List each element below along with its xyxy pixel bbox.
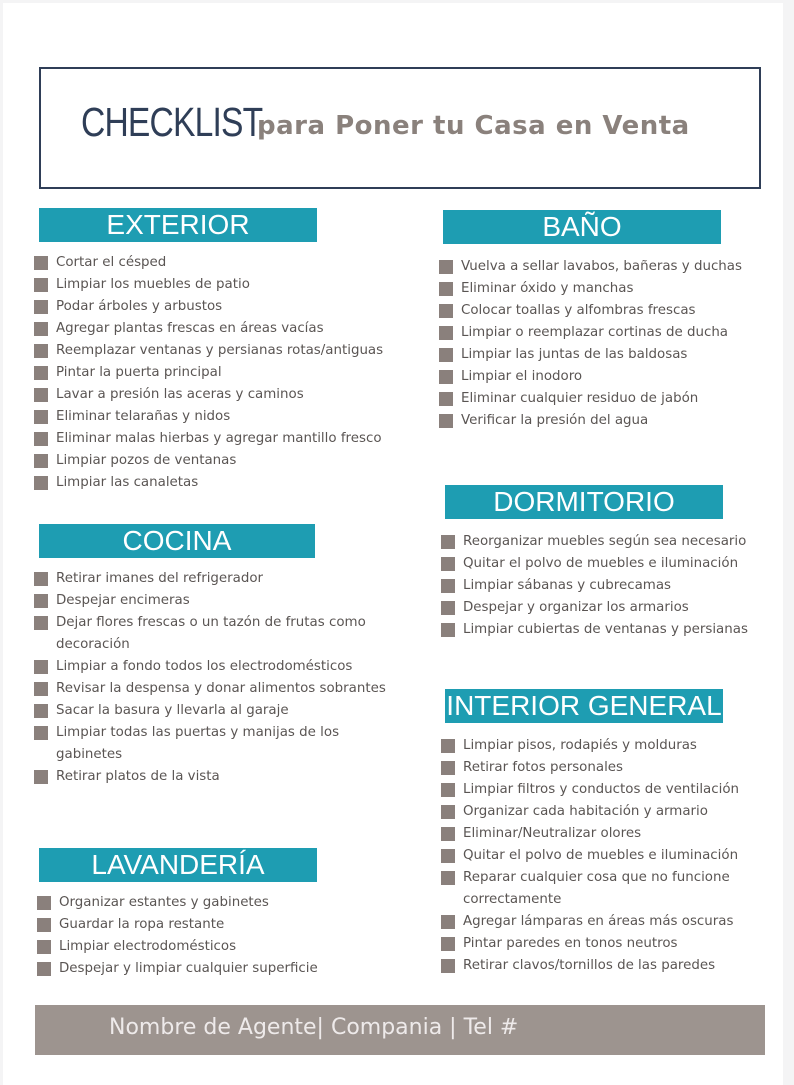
checklist-item-label: Podar árboles y arbustos bbox=[56, 299, 223, 314]
checklist-item-label: Limpiar o reemplazar cortinas de ducha bbox=[461, 325, 729, 340]
checklist-item bbox=[441, 955, 761, 977]
checklist-item-label: Despejar y organizar los armarios bbox=[463, 600, 689, 615]
checklist-item-label: Eliminar telarañas y nidos bbox=[56, 409, 231, 424]
checklist-item bbox=[441, 619, 785, 641]
checklist-item-label: Limpiar pozos de ventanas bbox=[56, 453, 237, 468]
checklist-item bbox=[439, 344, 783, 366]
checkbox-square[interactable] bbox=[37, 896, 51, 910]
checklist-item-label: Retirar platos de la vista bbox=[56, 769, 220, 784]
checklist-item bbox=[34, 274, 439, 296]
checkbox-square[interactable] bbox=[34, 726, 48, 740]
checkbox-square[interactable] bbox=[34, 344, 48, 358]
checklist-item-label: Reemplazar ventanas y persianas rotas/antiguas bbox=[56, 343, 384, 358]
checkbox-square[interactable] bbox=[439, 392, 453, 406]
checkbox-square[interactable] bbox=[441, 623, 455, 637]
checklist-item-label: Vuelva a sellar lavabos, bañeras y duchas bbox=[461, 259, 742, 274]
checklist-item-label: Agregar plantas frescas en áreas vacías bbox=[56, 321, 324, 336]
checklist-item bbox=[439, 256, 783, 278]
checkbox-square[interactable] bbox=[34, 770, 48, 784]
checklist-item-label: Colocar toallas y alfombras frescas bbox=[461, 303, 696, 318]
checklist-item-label: Revisar la despensa y donar alimentos sobrantes bbox=[56, 681, 386, 696]
checklist-item bbox=[37, 936, 427, 958]
section-bano bbox=[443, 210, 783, 432]
checklist-item-label: Organizar estantes y gabinetes bbox=[59, 895, 269, 910]
checkbox-square[interactable] bbox=[441, 761, 455, 775]
checklist-item-label: Limpiar las canaletas bbox=[56, 475, 199, 490]
checklist-bano bbox=[439, 256, 783, 432]
checklist-item-label: Reparar cualquier cosa que no funcione correctamente bbox=[463, 870, 730, 907]
checkbox-square[interactable] bbox=[441, 871, 455, 885]
checkbox-square[interactable] bbox=[34, 616, 48, 630]
checklist-item bbox=[439, 388, 783, 410]
checklist-item bbox=[441, 933, 761, 955]
checkbox-square[interactable] bbox=[441, 739, 455, 753]
checklist-sheet bbox=[3, 3, 783, 1085]
checklist-item bbox=[441, 553, 785, 575]
checklist-item-label: Quitar el polvo de muebles e iluminación bbox=[463, 848, 739, 863]
checkbox-square[interactable] bbox=[439, 348, 453, 362]
checkbox-square[interactable] bbox=[439, 414, 453, 428]
checkbox-square[interactable] bbox=[37, 962, 51, 976]
checklist-item-label: Retirar fotos personales bbox=[463, 760, 624, 775]
checklist-item bbox=[34, 406, 439, 428]
checklist-item-label: Agregar lámparas en áreas más oscuras bbox=[463, 914, 734, 929]
checklist-item bbox=[441, 597, 785, 619]
checkbox-square[interactable] bbox=[34, 432, 48, 446]
section-interior-general bbox=[445, 689, 781, 977]
checklist-item bbox=[441, 779, 761, 801]
section-header-lavanderia: LAVANDERÍA bbox=[39, 848, 317, 882]
checklist-item bbox=[441, 575, 785, 597]
checklist-item-label: Eliminar óxido y manchas bbox=[461, 281, 634, 296]
checklist-item-label: Despejar y limpiar cualquier superficie bbox=[59, 961, 318, 976]
checklist-item-label: Dejar flores frescas o un tazón de frutas como decoración bbox=[56, 615, 366, 652]
checkbox-square[interactable] bbox=[34, 256, 48, 270]
section-header-cocina: COCINA bbox=[39, 524, 315, 558]
checklist-item-label: Retirar clavos/tornillos de las paredes bbox=[463, 958, 716, 973]
checkbox-square[interactable] bbox=[441, 937, 455, 951]
checklist-cocina bbox=[34, 568, 389, 788]
checklist-item bbox=[441, 845, 761, 867]
checklist-item bbox=[34, 568, 389, 590]
checkbox-square[interactable] bbox=[37, 940, 51, 954]
checklist-item-label: Verificar la presión del agua bbox=[461, 413, 649, 428]
checklist-item-label: Pintar la puerta principal bbox=[56, 365, 222, 380]
checkbox-square[interactable] bbox=[34, 366, 48, 380]
checkbox-square[interactable] bbox=[34, 660, 48, 674]
checklist-item bbox=[34, 590, 389, 612]
checklist-item bbox=[441, 757, 761, 779]
checklist-item bbox=[34, 722, 389, 766]
checklist-item-label: Limpiar todas las puertas y manijas de los gabinetes bbox=[56, 725, 340, 762]
checkbox-square[interactable] bbox=[441, 827, 455, 841]
checklist-item bbox=[34, 340, 439, 362]
checklist-lavanderia bbox=[37, 892, 427, 980]
checklist-item bbox=[34, 612, 389, 656]
checkbox-square[interactable] bbox=[439, 304, 453, 318]
checkbox-square[interactable] bbox=[441, 959, 455, 973]
checklist-item bbox=[34, 766, 389, 788]
checklist-item-label: Quitar el polvo de muebles e iluminación bbox=[463, 556, 739, 571]
footer-contact: Nombre de Agente| Compania | Tel # bbox=[109, 1015, 519, 1040]
checklist-item-label: Cortar el césped bbox=[56, 255, 167, 270]
checkbox-square[interactable] bbox=[441, 557, 455, 571]
checkbox-square[interactable] bbox=[441, 579, 455, 593]
checkbox-square[interactable] bbox=[439, 326, 453, 340]
checklist-item bbox=[34, 472, 439, 494]
checkbox-square[interactable] bbox=[34, 454, 48, 468]
title-main: CHECKLIST bbox=[81, 99, 263, 145]
checkbox-square[interactable] bbox=[34, 388, 48, 402]
checklist-item bbox=[439, 278, 783, 300]
checkbox-square[interactable] bbox=[439, 282, 453, 296]
checklist-item bbox=[441, 735, 761, 757]
checkbox-square[interactable] bbox=[34, 682, 48, 696]
section-header-interior-general: INTERIOR GENERAL bbox=[446, 690, 722, 721]
checklist-item bbox=[37, 958, 427, 980]
checklist-item-label: Lavar a presión las aceras y caminos bbox=[56, 387, 304, 402]
checklist-item-label: Limpiar pisos, rodapiés y molduras bbox=[463, 738, 697, 753]
checklist-item bbox=[441, 867, 761, 911]
checklist-item-label: Eliminar cualquier residuo de jabón bbox=[461, 391, 699, 406]
checkbox-square[interactable] bbox=[34, 322, 48, 336]
checklist-item-label: Retirar imanes del refrigerador bbox=[56, 571, 264, 586]
checklist-item-label: Limpiar filtros y conductos de ventilación bbox=[463, 782, 740, 797]
checkbox-square[interactable] bbox=[441, 601, 455, 615]
checklist-item-label: Eliminar/Neutralizar olores bbox=[463, 826, 642, 841]
checkbox-square[interactable] bbox=[441, 783, 455, 797]
checkbox-square[interactable] bbox=[34, 300, 48, 314]
checklist-item bbox=[34, 384, 439, 406]
checkbox-square[interactable] bbox=[441, 915, 455, 929]
checkbox-square[interactable] bbox=[441, 535, 455, 549]
section-header-bano: BAÑO bbox=[443, 210, 721, 244]
checklist-item-label: Limpiar los muebles de patio bbox=[56, 277, 250, 292]
checkbox-square[interactable] bbox=[439, 370, 453, 384]
title-box bbox=[39, 67, 761, 189]
section-header-exterior: EXTERIOR bbox=[39, 208, 317, 242]
checklist-item-label: Limpiar sábanas y cubrecamas bbox=[463, 578, 671, 593]
checklist-item bbox=[439, 300, 783, 322]
checklist-item-label: Limpiar electrodomésticos bbox=[59, 939, 237, 954]
checklist-item bbox=[37, 914, 427, 936]
checkbox-square[interactable] bbox=[441, 849, 455, 863]
checklist-item bbox=[439, 322, 783, 344]
checklist-item-label: Pintar paredes en tonos neutros bbox=[463, 936, 678, 951]
section-cocina bbox=[39, 524, 439, 788]
section-exterior bbox=[39, 208, 439, 494]
section-header-dormitorio: DORMITORIO bbox=[445, 485, 723, 519]
checklist-item-label: Limpiar las juntas de las baldosas bbox=[461, 347, 688, 362]
checklist-item bbox=[441, 823, 761, 845]
checklist-item bbox=[34, 450, 439, 472]
checklist-item-label: Despejar encimeras bbox=[56, 593, 190, 608]
checklist-item-label: Eliminar malas hierbas y agregar mantillo fresco bbox=[56, 431, 382, 446]
footer-bar bbox=[35, 1005, 765, 1055]
checklist-item-label: Organizar cada habitación y armario bbox=[463, 804, 708, 819]
checklist-item-label: Guardar la ropa restante bbox=[59, 917, 225, 932]
checkbox-square[interactable] bbox=[34, 572, 48, 586]
checkbox-square[interactable] bbox=[34, 410, 48, 424]
checklist-item bbox=[34, 656, 389, 678]
checklist-item bbox=[441, 911, 761, 933]
checklist-interior-general bbox=[441, 735, 761, 977]
section-lavanderia bbox=[39, 848, 439, 980]
checkbox-square[interactable] bbox=[34, 704, 48, 718]
checklist-item bbox=[441, 531, 785, 553]
checkbox-square[interactable] bbox=[37, 918, 51, 932]
checklist-item bbox=[439, 410, 783, 432]
checkbox-square[interactable] bbox=[439, 260, 453, 274]
checklist-item bbox=[34, 700, 389, 722]
checklist-item-label: Limpiar el inodoro bbox=[461, 369, 583, 384]
checklist-item bbox=[34, 428, 439, 450]
title-subtitle: para Poner tu Casa en Venta bbox=[257, 111, 690, 141]
checklist-item bbox=[37, 892, 427, 914]
checkbox-square[interactable] bbox=[34, 476, 48, 490]
checklist-item-label: Sacar la basura y llevarla al garaje bbox=[56, 703, 289, 718]
checkbox-square[interactable] bbox=[441, 805, 455, 819]
checklist-dormitorio bbox=[441, 531, 785, 641]
checklist-item-label: Reorganizar muebles según sea necesario bbox=[463, 534, 747, 549]
checklist-item bbox=[441, 801, 761, 823]
checklist-item bbox=[34, 252, 439, 274]
checklist-item-label: Limpiar a fondo todos los electrodomésticos bbox=[56, 659, 353, 674]
checklist-item bbox=[34, 296, 439, 318]
checklist-item bbox=[34, 362, 439, 384]
checklist-item bbox=[439, 366, 783, 388]
checklist-item-label: Limpiar cubiertas de ventanas y persianas bbox=[463, 622, 748, 637]
checklist-item bbox=[34, 678, 389, 700]
checkbox-square[interactable] bbox=[34, 278, 48, 292]
checklist-exterior bbox=[34, 252, 439, 494]
checklist-item bbox=[34, 318, 439, 340]
checkbox-square[interactable] bbox=[34, 594, 48, 608]
section-dormitorio bbox=[445, 485, 785, 641]
